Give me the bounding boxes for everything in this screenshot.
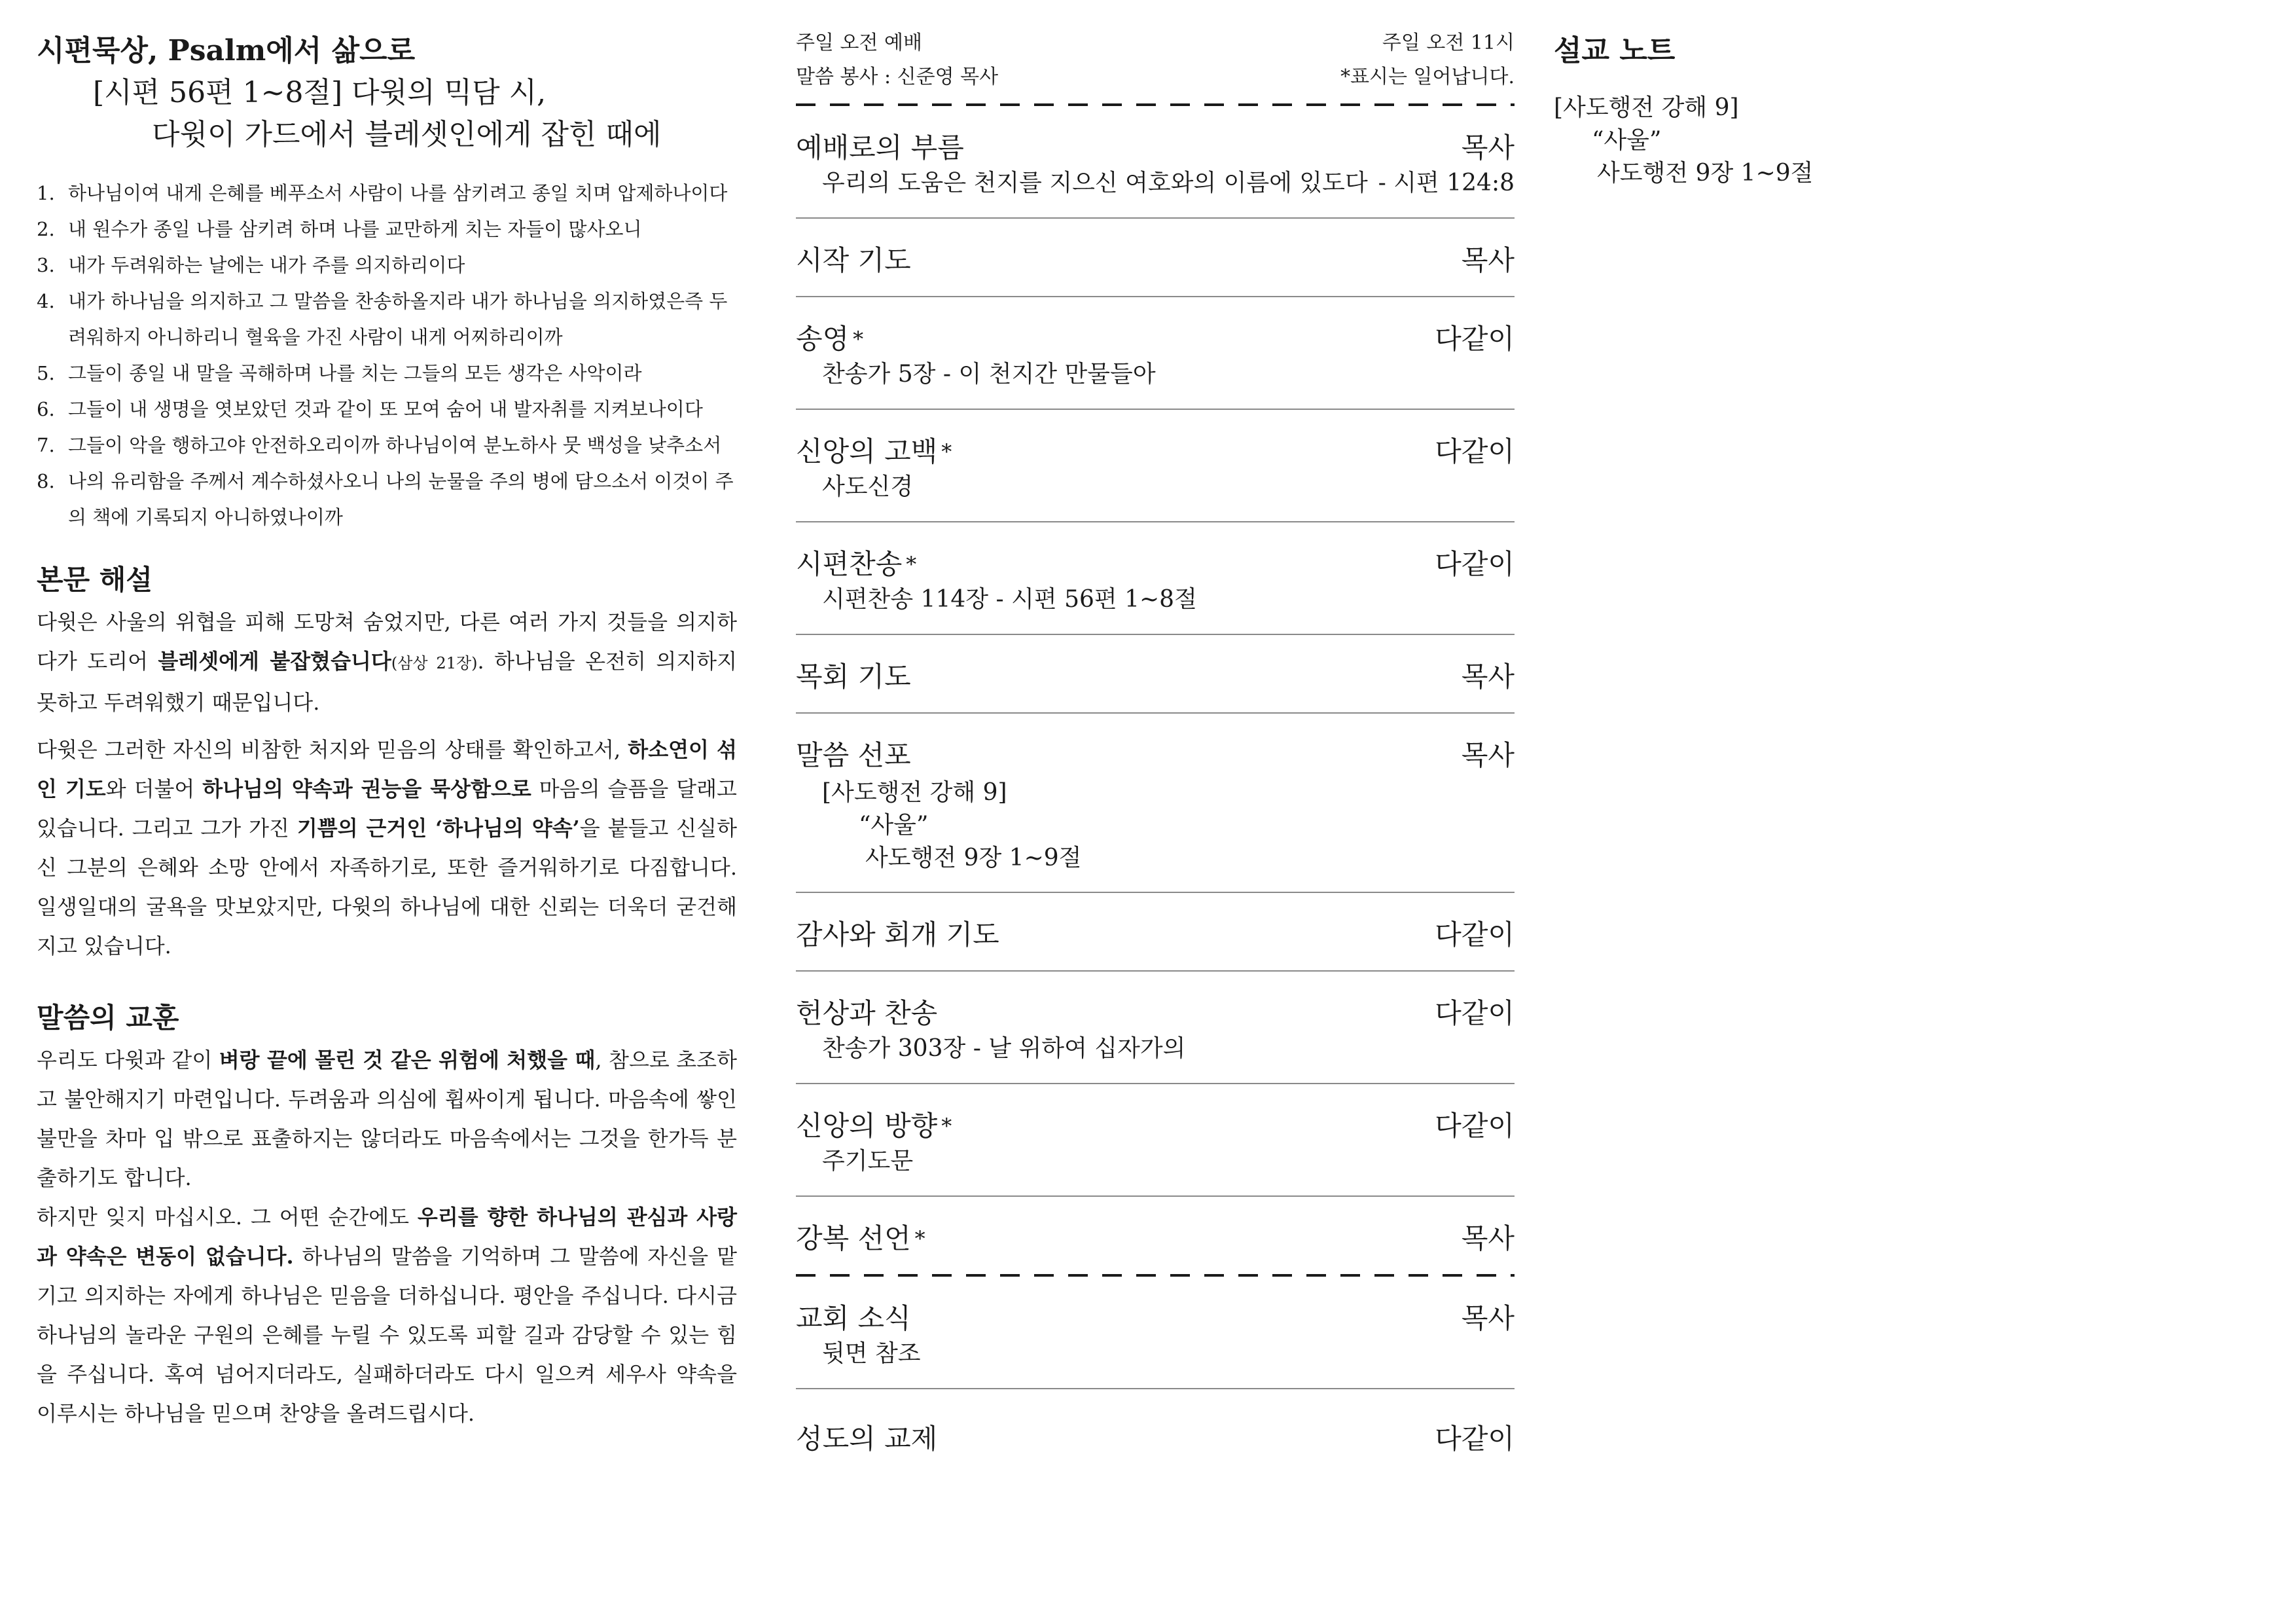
item-title: 성도의 교제 [796,1423,938,1455]
verse-item [37,175,737,211]
item-title: 교회 소식 [796,1302,911,1334]
emphasis-text: 우리를 향한 하나님의 관심과 사랑과 약속은 변동이 없습니다. [37,1205,737,1269]
item-title: 목회 기도 [796,661,911,693]
verse-item [37,283,737,356]
emphasis-text: 벼랑 끝에 몰린 것 같은 위험에 처했을 때 [219,1048,596,1072]
item-leader: 목사 [1461,244,1515,276]
verse-number: 7. [37,434,55,456]
item-detail: 주기도문 [822,1148,914,1175]
verse-text: 그들이 종일 내 말을 곡해하며 나를 치는 그들의 모든 생각은 사악이라 [68,362,642,384]
item-detail: 찬송가 303장 - 날 위하여 십자가의 [822,1035,1186,1062]
item-title: 감사와 회개 기도 [796,919,999,951]
sermon-text: 사도행전 9장 1~9절 [865,845,1082,871]
verse-item [37,392,737,428]
verse-text: 내가 하나님을 의지하고 그 말씀을 찬송하올지라 내가 하나님을 의지하였은즉 두려워하지 아니하리니 혈육을 가진 사람이 내게 어찌하리이까 [68,290,728,348]
text-run: 우리도 다윗과 같이 [37,1048,219,1072]
text-run: 마음의 슬픔을 달래고 있습니다. 그리고 그가 가진 [37,776,737,841]
text-run: 다윗은 사울의 위협을 피해 도망쳐 숨었지만, 다른 여러 가지 것들을 의지하다가 도리어 [37,610,737,674]
emphasis-text: 하소연이 섞인 기도 [37,737,738,801]
emphasis-text: 기쁨의 근거인 ‘하나님의 약속’ [296,816,580,841]
item-title: 신앙의 방향 [796,1110,938,1142]
verse-item [37,247,737,283]
item-detail: 찬송가 5장 - 이 천지간 만물들아 [822,361,1156,388]
item-title: 예배로의 부름 [796,132,964,164]
order-item-fellowship [796,1389,1515,1474]
order-item-pastoral-prayer [796,635,1515,714]
item-leader: 목사 [1461,1222,1515,1254]
verse-text: 하나님이여 내게 은혜를 베푸소서 사람이 나를 삼키려고 종일 치며 압제하나이다 [68,182,728,204]
verse-number: 6. [37,398,55,420]
verse-item [37,428,737,464]
service-subheader [796,60,1515,94]
stand-note: *표시는 일어납니다. [1340,65,1515,88]
item-leader: 다같이 [1435,1110,1515,1142]
preacher: 말씀 봉사 : 신준영 목사 [796,65,999,88]
item-title: 강복 선언 [796,1222,911,1254]
verse-item [37,356,737,392]
text-run: 다윗은 그러한 자신의 비참한 처지와 믿음의 상태를 확인하고서, [37,737,628,762]
verse-number: 3. [37,254,55,276]
verse-item [37,211,737,247]
service-name: 주일 오전 예배 [796,31,922,54]
order-item-psalm-song [796,522,1515,635]
order-item-opening-prayer [796,219,1515,297]
stand-marker: * [941,439,952,464]
item-title: 시편찬송 [796,548,903,580]
notes-series: [사도행전 강해 9] [1554,94,1739,121]
psalm-context: 다윗이 가드에서 블레셋인에게 잡힌 때에 [152,118,662,151]
item-detail: 우리의 도움은 천지를 지으신 여호와의 이름에 있도다 [822,170,1368,196]
item-leader: 목사 [1461,132,1515,164]
meditation-title: 시편묵상, Psalm에서 삶으로 [37,34,416,67]
item-leader: 목사 [1461,739,1515,771]
order-item-creed [796,410,1515,522]
sermon-series: [사도행전 강해 9] [822,779,1007,806]
psalm-reference: [시편 56편 1~8절] 다윗의 믹담 시, [93,76,547,109]
service-header [796,26,1515,60]
order-item-call-to-worship [796,106,1515,219]
item-leader: 다같이 [1435,919,1515,951]
scripture-citation: (삼상 21장) [391,654,478,672]
item-title: 송영 [796,323,850,355]
item-title: 시작 기도 [796,244,911,276]
item-title: 신앙의 고백 [796,435,938,467]
text-run: . 하나님을 온전히 의지하지 못하고 두려워했기 때문입니다. [37,649,737,715]
psalm-meditation-column [37,30,737,1433]
verse-text: 내가 두려워하는 날에는 내가 주를 의지하리이다 [68,254,465,276]
lesson-heading: 말씀의 교훈 [37,1002,179,1034]
item-detail: 시편찬송 114장 - 시편 56편 1~8절 [822,586,1197,613]
item-leader: 다같이 [1435,323,1515,355]
text-run: 와 더불어 [105,776,203,801]
lesson-paragraph [37,1197,737,1433]
notes-title: 설교 노트 [1554,34,1676,67]
explanation-paragraph [37,602,737,722]
verse-list [37,175,737,536]
verse-text: 그들이 내 생명을 엿보았던 것과 같이 또 모여 숨어 내 발자취를 지켜보나이다 [68,398,703,420]
order-item-offering [796,972,1515,1084]
verse-text: 그들이 악을 행하고야 안전하오리이까 하나님이여 분노하사 뭇 백성을 낮추소서 [68,434,722,456]
item-leader: 다같이 [1435,1423,1515,1455]
order-item-church-news [796,1277,1515,1389]
text-run: , 참으로 초조하고 불안해지기 마련입니다. 두려움과 의심에 휩싸이게 됩니다. 마음속에 쌓인 불만을 차마 입 밖으로 표출하지는 않더라도 마음속에서는 그것을 한가득 분출하기도 합니다. [37,1048,737,1190]
verse-number: 8. [37,470,55,492]
order-item-doxology [796,297,1515,410]
scripture-reference: - 시편 124:8 [1378,170,1515,196]
verse-text: 나의 유리함을 주께서 계수하셨사오니 나의 눈물을 주의 병에 담으소서 이것이 주의 책에 기록되지 아니하였나이까 [68,470,734,528]
service-time: 주일 오전 11시 [1382,31,1515,54]
verse-number: 2. [37,218,55,240]
verse-number: 4. [37,290,55,312]
item-title: 말씀 선포 [796,739,911,771]
order-of-worship-column [796,26,1515,1474]
order-item-confession-prayer [796,893,1515,972]
item-detail: 뒷면 참조 [822,1340,921,1367]
text-run: 하나님의 말씀을 기억하며 그 말씀에 자신을 맡기고 의지하는 자에게 하나님은 믿음을 더하십니다. 평안을 주십니다. 다시금 하나님의 놀라운 구원의 은혜를 누릴 수 있도록 피할 길과 감당할 수 있는 힘을 주십니다. 혹여 넘어지더라도, 실패하더라도 다시 일으켜 세우사 약속을 이루시는 하나님을 믿으며 찬양을 올려드립시다. [37,1244,737,1426]
verse-item [37,464,737,536]
order-item-sermon [796,714,1515,893]
stand-marker: * [853,327,864,352]
stand-marker: * [906,552,917,577]
item-leader: 다같이 [1435,548,1515,580]
item-leader: 다같이 [1435,997,1515,1029]
explanation-paragraph [37,730,737,966]
text-run: 을 붙들고 신실하신 그분의 은혜와 소망 안에서 자족하기로, 또한 즐거워하기로 다짐합니다. 일생일대의 굴욕을 맛보았지만, 다윗의 하나님에 대한 신뢰는 더욱더 굳건해지고 있습니다. [37,816,737,958]
item-leader: 다같이 [1435,435,1515,467]
verse-number: 5. [37,362,55,384]
sermon-notes-column [1554,30,2261,190]
notes-sermon-title: “사울” [1592,127,1662,154]
notes-sermon-text: 사도행전 9장 1~9절 [1597,160,1814,187]
verse-number: 1. [37,182,55,204]
item-title: 헌상과 찬송 [796,997,938,1029]
emphasis-text: 하나님의 약속과 권능을 묵상함으로 [202,776,531,801]
emphasis-text: 블레셋에게 붙잡혔습니다 [158,649,391,674]
order-item-benediction [796,1197,1515,1274]
sermon-title: “사울” [859,812,929,839]
order-item-direction-of-faith [796,1084,1515,1197]
explanation-heading: 본문 해설 [37,564,152,596]
item-leader: 목사 [1461,1302,1515,1334]
stand-marker: * [914,1226,925,1251]
verse-text: 내 원수가 종일 나를 삼키려 하며 나를 교만하게 치는 자들이 많사오니 [68,218,642,240]
item-leader: 목사 [1461,661,1515,693]
text-run: 하지만 잊지 마십시오. 그 어떤 순간에도 [37,1205,418,1230]
item-detail: 사도신경 [822,473,914,500]
lesson-paragraph [37,1040,737,1197]
stand-marker: * [941,1114,952,1139]
